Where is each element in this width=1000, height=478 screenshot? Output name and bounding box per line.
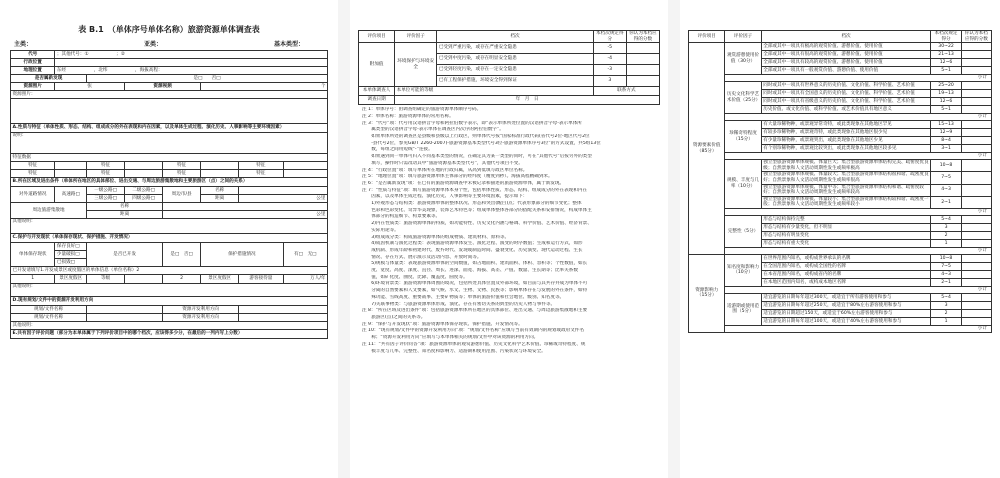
photo-count-unit: 张	[55, 83, 125, 91]
grade-score: 3~1	[931, 145, 961, 153]
additional-value-table	[358, 30, 660, 105]
keep-good-option[interactable]: 保存良好□	[55, 243, 87, 251]
item-label: 资源影响力（15分）	[689, 254, 725, 332]
note-line: 成机制、形成年龄和初建时代、废弃时代、发现或制造时间、盛衰变化、历史演变、现代运动过程、生长	[362, 247, 583, 253]
grade-text: 在本省范围内知名，或构成省内的名牌	[761, 270, 931, 278]
section-c-heading: C.保护与开发现状（单体保存现状、保护措施、开发情况）	[11, 234, 328, 243]
note-line: 如果单体所处的调查区是县级和县级以上行政区，则单体代号按“国家标准行政代码(省代号2位-地区代号2位	[362, 134, 590, 139]
new-discovery-label: 是否属新发现	[11, 75, 87, 83]
road-grade-2[interactable]: 二级公路□	[125, 187, 163, 195]
grade-score: 3	[931, 223, 961, 231]
subtotal-label: 小计	[725, 325, 992, 332]
your-score-input[interactable]	[961, 196, 991, 208]
section-b-other[interactable]: 其他说明：	[11, 219, 328, 234]
distance-label: 距离	[201, 195, 239, 203]
col-score: 本档次规定得分	[593, 31, 626, 43]
feature-slot[interactable]: 特征	[87, 162, 125, 170]
grade-score: 3	[593, 76, 626, 87]
new-discovery-options[interactable]: 是□ 否□	[87, 75, 328, 83]
note-line: 值，如矿化度、曲度、比降、覆盖度、圆度等。	[362, 274, 468, 280]
possible-level-label: 本单位可能的等级	[395, 87, 594, 96]
grade-score: -5	[593, 43, 626, 54]
your-score-input[interactable]	[626, 76, 659, 87]
your-score-input[interactable]	[961, 121, 991, 129]
note-line: 情况、存在方式、展示演示及活动内容、开放时间等。	[362, 254, 482, 260]
factor-label: 环境保护与环境安全	[395, 43, 437, 87]
survey-table	[10, 50, 328, 339]
your-score-input[interactable]	[961, 309, 991, 317]
your-score-input[interactable]	[961, 231, 991, 239]
grade-text: 有少量珍稀物种，或景观突出，或此类现象在其他地区少见	[761, 137, 931, 145]
protection-options[interactable]: 有□ 无□	[283, 243, 327, 267]
note-line: 称；“资源开发利用方向”应填写与本单体相关的规划/文件中对该资源的利用方向。	[362, 335, 539, 341]
plan-name-label: 规划/文件名称	[11, 314, 87, 322]
visitors-label: 游客接待量	[239, 275, 283, 284]
grade-score: 7~5	[931, 172, 961, 184]
grade-score: 19~13	[931, 90, 961, 98]
name-label: 名称	[87, 203, 163, 211]
your-score-input[interactable]	[961, 317, 991, 325]
scenic-zone-label: 景区度假区	[201, 275, 239, 284]
form-title: 表 B.1 （单体序号单体名称）旅游资源单体调查表	[78, 25, 260, 34]
grade-text: 独立型旅游资源单体规模、体量较大；集合型旅游资源单体结构很和谐、疏密度良好；自然景象和人文活动周期性发生或频率很高	[761, 172, 931, 184]
note-line: 属类型的汉语拼音字母-表示单体在调查区内次序的阿拉伯数字”。	[362, 127, 504, 133]
note-line: 注 4：“行政位置”项：填写单体所在地的行政归属，从高到低填写政区单位名称。	[362, 167, 528, 173]
factor-label: 珍稀奇特程度（15分）	[725, 121, 761, 153]
note-line: 注 8：“所在区域及进出条件”项：包括旅游资源单体所在地区的具体部位、进出交通、与周边旅游集散地和主要	[362, 308, 588, 314]
feature-slot[interactable]: 特征	[11, 170, 55, 178]
grade-row	[689, 215, 992, 223]
col-factor: 评价因子	[395, 31, 437, 43]
your-score-input[interactable]	[961, 293, 991, 301]
video-count-unit: 个	[201, 83, 328, 91]
note-line: 因素，以及单体生成过程、演化历史、人事影响等主要环境因素，提示如下：	[362, 194, 528, 200]
grade-score: 5~1	[931, 67, 961, 75]
grade-score: 12~6	[931, 98, 961, 106]
item-label: 附加值	[359, 43, 395, 87]
note-line: 7)关联事物类：与旅游资源单体形成、演化、存在有密切关系的典型的历史人物与事件等。	[362, 301, 556, 307]
grade-row	[689, 254, 992, 262]
photo-label: 资源照片	[11, 83, 55, 91]
your-score-input[interactable]	[961, 59, 991, 67]
developed-options[interactable]: 是□ 否□	[163, 243, 201, 267]
grade-score: 12~6	[931, 59, 961, 67]
note-line: -县代号2位，参见GB/T 2260-2007)-旅游资源基本类型代号3位-旅游资源单体序号3位”的方式设置，共5组13位	[362, 140, 601, 146]
subtotal-label: 小计	[725, 153, 992, 160]
grade-text: 同时或其中一项具有世界意义的历史价值、文化价值、科学价值、艺术价值	[761, 82, 931, 90]
grade-row	[689, 121, 992, 129]
grade-score: 8~4	[931, 137, 961, 145]
visitors-unit: 万人/年	[283, 275, 327, 284]
grade-text: 有大量珍稀物种，或景观异常奇特，或此类现象在其他地区罕见	[761, 121, 931, 129]
feature-slot[interactable]: 特征	[163, 170, 201, 178]
grade-text: 有个别珍稀物种，或景观比较突出，或此类现象在其他地区较多见	[761, 145, 931, 153]
subtotal-row	[689, 153, 992, 160]
grade-text: 在全国范围内知名，或构成全国性的名牌	[761, 262, 931, 270]
grade-text: 形态与结构保持完整	[761, 215, 931, 223]
nearest-city-label: 周边市/县	[163, 187, 201, 203]
grade-text: 全部或其中一项具有较高的观赏价值、游憩价值、使用价值	[761, 59, 931, 67]
grade-text: 形态与结构有重大变化	[761, 239, 931, 247]
note-line: 模丰度与几率、完整性、知名度和影响力、适游期和使用范围、污染状况与环境安全。	[362, 348, 546, 354]
your-score-input[interactable]	[961, 301, 991, 309]
note-line: 殊功能、雪线高度、重要战事、主要矿物质等；单体的旅游价值和社会地位、级别、知名度等。	[362, 294, 565, 300]
grade-row	[689, 43, 992, 51]
factor-label: 历史文化科学艺术价值（25分）	[725, 82, 761, 114]
grade-score: 5~4	[931, 293, 961, 301]
grade-text: 已有工程保护措施，环境安全得到保证	[437, 76, 594, 87]
note-line: 注 7：“性质与特征”项：填写旅游资源单体本身个性，包括单体性质、形态、结构、组成成分的外在表现和内在	[362, 187, 588, 193]
grade-text: 适宜游览的日期每年超过100天，或适宜于40%左右游客使用和参与	[761, 317, 931, 325]
grade-score: -4	[593, 54, 626, 65]
your-score-input[interactable]	[961, 172, 991, 184]
grade-text: 全部或其中一项具有极高的观赏价值、游憩价值、使用价值	[761, 43, 931, 51]
your-score-input[interactable]	[961, 90, 991, 98]
note-line: 注 2：单体名称：旅游资源单体的常用名称。	[362, 113, 454, 119]
grade-text: 在世界范围内知名，或构成世界承认的名牌	[761, 254, 931, 262]
note-line: 注 5：“地理位置”项：填写旅游资源单体主体部分的经纬度（精度到秒）。海拔高程精确到米。	[362, 174, 553, 180]
km-unit: 公里	[239, 195, 328, 203]
feature-slot[interactable]: 特征	[163, 162, 201, 170]
filler-label: 本单体调查人	[359, 87, 395, 96]
grade-score: 2~1	[931, 278, 961, 286]
note-line: 体部分的构造细节、构景要素等。	[362, 214, 441, 220]
near-hub-label: 周边旅游集散地	[11, 203, 87, 219]
road-grade-1[interactable]: 一级公路□	[87, 187, 125, 195]
subtotal-label: 小计	[725, 286, 992, 293]
grade-score: 2~1	[931, 196, 961, 208]
section-c-other[interactable]: 其他说明：	[11, 284, 328, 297]
section-b-heading: B.所在区域及进出条件（单体所在地区的具体部位、进出交通、与周边旅游集散地和主要旅游区（点）之间的关系）	[11, 178, 328, 187]
protection-label: 保护措施情况	[201, 243, 283, 267]
grade-text: 形态与结构有明显变化	[761, 231, 931, 239]
your-score-input[interactable]	[961, 239, 991, 247]
road-grade-3[interactable]: 三级公路□	[87, 195, 125, 203]
your-score-input[interactable]	[961, 51, 991, 59]
feature-slot[interactable]: 特征	[11, 162, 55, 170]
your-score-input[interactable]	[626, 54, 659, 65]
feature-slot[interactable]: 特征	[239, 162, 283, 170]
your-score-input[interactable]	[961, 270, 991, 278]
grade-score: 1	[931, 317, 961, 325]
your-score-input[interactable]	[961, 98, 991, 106]
section-e-heading: E.共有因子评价问题（部分为本单体属于下列评价项目中的哪个档次，应该得多少分，在最后的一列内写上分数）	[11, 330, 328, 339]
subtotal-label: 小计	[725, 208, 992, 215]
col-item: 评价项目	[689, 31, 725, 43]
grade-text: 独立型旅游资源单体规模、体量中等；集合型旅游资源单体结构和谐、疏密度较好；自然景象和人文活动周期性发生或频率较高	[761, 184, 931, 196]
grade-text: 形态与结构有少量变化，但不明显	[761, 223, 931, 231]
section-a-desc[interactable]: 说明：	[11, 133, 328, 154]
code-label: 代号	[11, 51, 55, 59]
grade-score: 10~8	[931, 160, 961, 172]
note-line: 度、宽度、高度、深度、直径、周长、进深、面宽、海拔、高差、产值、数量、生长期等；比率关系数	[362, 268, 578, 274]
plan-direction-label: 资源开发利用方向	[163, 306, 239, 314]
grade-text: 适宜游览的日期超过150天，或适宜于60%左右游客使用和参与	[761, 309, 931, 317]
subtotal-label: 小计	[725, 247, 992, 254]
note-line: 分离的自然要素和人文要素，如气候、水文、生物、文物、民族等；影响单体存在与发展的外在条件，如特	[362, 288, 588, 294]
grade-score: 15~13	[931, 121, 961, 129]
road-grade-4[interactable]: 四级公路□	[125, 195, 163, 203]
note-line: 注 9：“保护与开发现状”项：旅游资源单体保存现状、保护措施、开发情况等。	[362, 321, 523, 327]
note-line: 如果遇到同一单体可归入不同基本类型的情况，在确定其为某一类型的同时，可在“其他代号”后按另外的类型	[362, 154, 592, 160]
subtotal-row	[689, 325, 992, 332]
developed-index: 2	[163, 275, 201, 284]
your-score-input[interactable]	[961, 160, 991, 172]
grade-score: 30~22	[931, 43, 961, 51]
km-unit: 公里	[163, 211, 328, 219]
grade-text: 同时或其中一项具有全国意义的历史价值、文化价值、科学价值、艺术价值	[761, 90, 931, 98]
factor-label: 完整性（5分）	[725, 215, 761, 247]
video-label: 资源视频	[125, 83, 201, 91]
main-class-label: 主类：	[14, 41, 33, 48]
note-line: 6)环境背景类：旅游资源单体周围的境况，包括所处具体位置及外部环境，如目前与其共存并成为单体不可	[362, 281, 588, 287]
note-line: 色彩和色彩变化、奇异华美现象，装饰艺术特色等；组成单体整体各部分的搭配关系和安排情况，构成单体主	[362, 207, 592, 213]
subtotal-row	[689, 208, 992, 215]
developed-label: 是否已开发	[87, 243, 163, 267]
grade-score: 10~8	[931, 254, 961, 262]
item-label: 资源要素价值（85分）	[689, 43, 725, 255]
photo-desc[interactable]: 资源照片：	[11, 91, 328, 99]
distance-label: 距离	[87, 211, 163, 219]
grade-row	[689, 160, 992, 172]
grade-text: 已受到中度污染，或存在明显安全隐患	[437, 54, 594, 65]
grade-score: 2	[931, 309, 961, 317]
date-label: 调查日期	[359, 96, 395, 105]
factor-label: 规模、丰度与几率（10分）	[725, 160, 761, 209]
note-line: 注 6：“是否属新发现”项：在已有的旅游资源调查中未被记录和描述的旅游资源单体，属于新发现。	[362, 180, 565, 186]
sub-class-label: 亚类：	[143, 41, 162, 48]
feature-data-label: 特征数据	[11, 154, 328, 162]
grade-text: 已受到轻度污染，或存在一定安全隐患	[437, 65, 594, 76]
col-score: 本档次规定得分	[931, 31, 961, 43]
survey-form-page-2	[350, 0, 668, 478]
grade-text: 独立型旅游资源单体规模、体量巨大；集合型旅游资源单体结构完美、疏密度优良级；自然景象和人文活动周期性发生或频率极高	[761, 160, 931, 172]
grade-text: 全部或其中一项具有很高的观赏价值、游憩价值、使用价值	[761, 51, 931, 59]
note-line: 4)成因机制与演化过程类：表现旅游资源单体发生、演化过程、演变的时序数值；生成和运行方式，如形	[362, 241, 583, 247]
col-grade: 档次	[437, 31, 594, 43]
subtotal-row	[689, 286, 992, 293]
col-your-score: 你认为本档应得的分数	[961, 31, 991, 43]
your-score-input[interactable]	[626, 65, 659, 76]
feature-slot[interactable]: 特征	[239, 170, 283, 178]
your-score-input[interactable]	[961, 184, 991, 196]
subtotal-label: 小计	[725, 114, 992, 121]
admin-label: 行政位置	[11, 59, 55, 67]
note-line: 注 10：“现有规划/文件中的资源开发利用方向”项：“规划/文件名称”应填写当前有效期内的规划或政府文件名	[362, 328, 585, 334]
your-score-input[interactable]	[961, 67, 991, 75]
your-score-input[interactable]	[961, 106, 991, 114]
grade-text: 全部或其中一项具有一般观赏价值、游憩价值、使用价值	[761, 67, 931, 75]
section-d-heading: D.现有规划/文件中的资源开发利用方向	[11, 297, 328, 306]
your-score-input[interactable]	[961, 145, 991, 153]
plan-direction-label: 资源开发利用方向	[163, 314, 239, 322]
subtotal-label: 小计	[725, 75, 992, 82]
section-a-heading: A.性质与特征（单体性质、形态、结构、组成成分的外在表现和内在因素，以及单体生成过程、演化历史、人事影响等主要环境因素）	[11, 124, 328, 133]
contact-label: 联系方式	[593, 87, 659, 96]
grade-score: 1	[931, 239, 961, 247]
factor-label: 观赏游憩使用价值（30分）	[725, 43, 761, 75]
note-line: 数，每组之间用短线“-”连接。	[362, 147, 433, 153]
section-d-other[interactable]: 其他说明：	[11, 322, 328, 330]
keep-status-label: 单体保存现状	[11, 243, 55, 267]
subtotal-row	[689, 114, 992, 121]
note-line: 旅游区(点)之间的关系等。	[362, 314, 426, 320]
form-meta	[0, 35, 338, 50]
grade-text: 同时或其中一项具有省级意义的历史价值、文化价值、科学价值、艺术价值	[761, 98, 931, 106]
grade-score: 2	[931, 231, 961, 239]
factor-label: 适游期或使用范围（5分）	[725, 293, 761, 325]
your-score-input[interactable]	[961, 262, 991, 270]
grade-score: 3	[931, 301, 961, 309]
grade-score: 4~3	[931, 270, 961, 278]
grade-score: 5~1	[931, 106, 961, 114]
grade-text: 独立型旅游资源单体规模、体量较小；集合型旅游资源单体结构较和谐、疏密度一般；自然景象和人文活动周期性发生或频率较小	[761, 196, 931, 208]
geo-label: 地理位置	[11, 67, 55, 75]
your-score-input[interactable]	[961, 43, 991, 51]
developed-note: 已开发请填写1.开发成景区或度假区的单体信息（单位名称）2	[11, 267, 328, 275]
date-field[interactable]: 年 月 日	[395, 96, 660, 105]
survey-form-page-3	[680, 0, 1000, 478]
basic-type-label: 基本类型：	[273, 41, 304, 48]
level-label: 等级	[87, 275, 125, 284]
subtotal-row	[689, 75, 992, 82]
subtotal-row	[689, 247, 992, 254]
grade-score: 12~9	[931, 129, 961, 137]
name-label: 名称	[201, 187, 239, 195]
admin-field[interactable]	[55, 59, 328, 67]
scenic-zone-label: 景区度假区	[55, 275, 87, 284]
your-score-input[interactable]	[961, 254, 991, 262]
plan-name-label: 规划/文件名称	[11, 306, 87, 314]
grade-text: 有较多珍稀物种，或景观奇特，或此类现象在其他地区很少见	[761, 129, 931, 137]
your-score-input[interactable]	[626, 43, 659, 54]
note-line: 5)规模与体量类：表现旅游资源单体的空间数值，如占地面积、建筑面积、体积、容积等；个性数值，如长	[362, 261, 588, 267]
note-line: 3)组成成分类：构成旅游资源单体的组成物质、建筑材料、原料等。	[362, 234, 510, 240]
form-notes	[350, 105, 668, 355]
grade-score: -3	[593, 65, 626, 76]
traffic-label: 对外道路情况	[11, 187, 55, 203]
col-item: 评价项目	[359, 31, 395, 43]
col-grade: 档次	[761, 31, 931, 43]
grade-score: 4~3	[931, 184, 961, 196]
keep-ruined-option[interactable]: 已损毁□	[55, 259, 87, 267]
note-line: 注 3：“代号”项：代号用汉语拼音字母和阿拉伯数字表示，即“表示单体所处位置的汉语拼音字母-表示单体所	[362, 120, 582, 126]
note-line: 注 1：单体序号：由调查组确定的旅游资源单体顺序号码。	[362, 107, 482, 113]
grade-row	[689, 293, 992, 301]
col-factor: 评价因子	[725, 31, 761, 43]
factor-label: 知名度和影响力（10分）	[725, 254, 761, 286]
code-field[interactable]: ；其他代号：① ；②	[55, 51, 328, 59]
feature-slot[interactable]: 特征	[87, 170, 125, 178]
grade-score: 25~20	[931, 82, 961, 90]
your-score-input[interactable]	[961, 278, 991, 286]
grade-text: 适宜游览的日期每年超过300天，或适宜于所有游客使用和参与	[761, 293, 931, 301]
your-score-input[interactable]	[961, 82, 991, 90]
grade-text: 适宜游览的日期每年超过250天，或适宜于80%左右游客使用和参与	[761, 301, 931, 309]
note-line: 填写，操作时只需改动其中“旅游资源基本类型代号”，其他代号项目不变。	[362, 160, 523, 166]
developed-index: 1	[11, 275, 55, 284]
keep-minor-option[interactable]: 少量破损□	[55, 251, 87, 259]
grade-text: 历史价值、或文化价值、或科学价值、或艺术价值具有地区意义	[761, 106, 931, 114]
note-line: 实际用途等。	[362, 227, 399, 233]
note-line: 2)内在性质类：旅游资源单体的特质，如功能特性、历史文化内涵与格调、科学价值、艺术价值、经济背景、	[362, 221, 592, 227]
your-score-input[interactable]	[961, 215, 991, 223]
your-score-input[interactable]	[961, 129, 991, 137]
grade-text: 已受到严重污染，或存在严重安全隐患	[437, 43, 594, 54]
grade-row	[689, 82, 992, 90]
geo-field[interactable]: 东经 ，北纬 ，海拔高程：	[55, 67, 328, 75]
grade-score: 5~4	[931, 215, 961, 223]
highway-option[interactable]: 高速路□	[55, 187, 87, 203]
grade-text: 在本地区范围内知名，或构成本地区名牌	[761, 278, 931, 286]
note-line: 1)外观形态与结构类：旅游资源单体的整体状况、形态和突出(醒目)点；代表形象部分的细节变化；整体	[362, 201, 582, 207]
col-your-score: 你认为本档应得的分数	[626, 31, 659, 43]
grade-score: 7~5	[931, 262, 961, 270]
evaluation-table	[688, 30, 992, 333]
note-line: 注 11：“共有因子评价问答”项：旅游资源单体的观赏游憩价值、历史文化科学艺术价值、珍稀或奇特程度、规	[362, 341, 586, 347]
your-score-input[interactable]	[961, 137, 991, 145]
your-score-input[interactable]	[961, 223, 991, 231]
survey-form-page-1	[0, 0, 338, 478]
grade-score: 21~13	[931, 51, 961, 59]
